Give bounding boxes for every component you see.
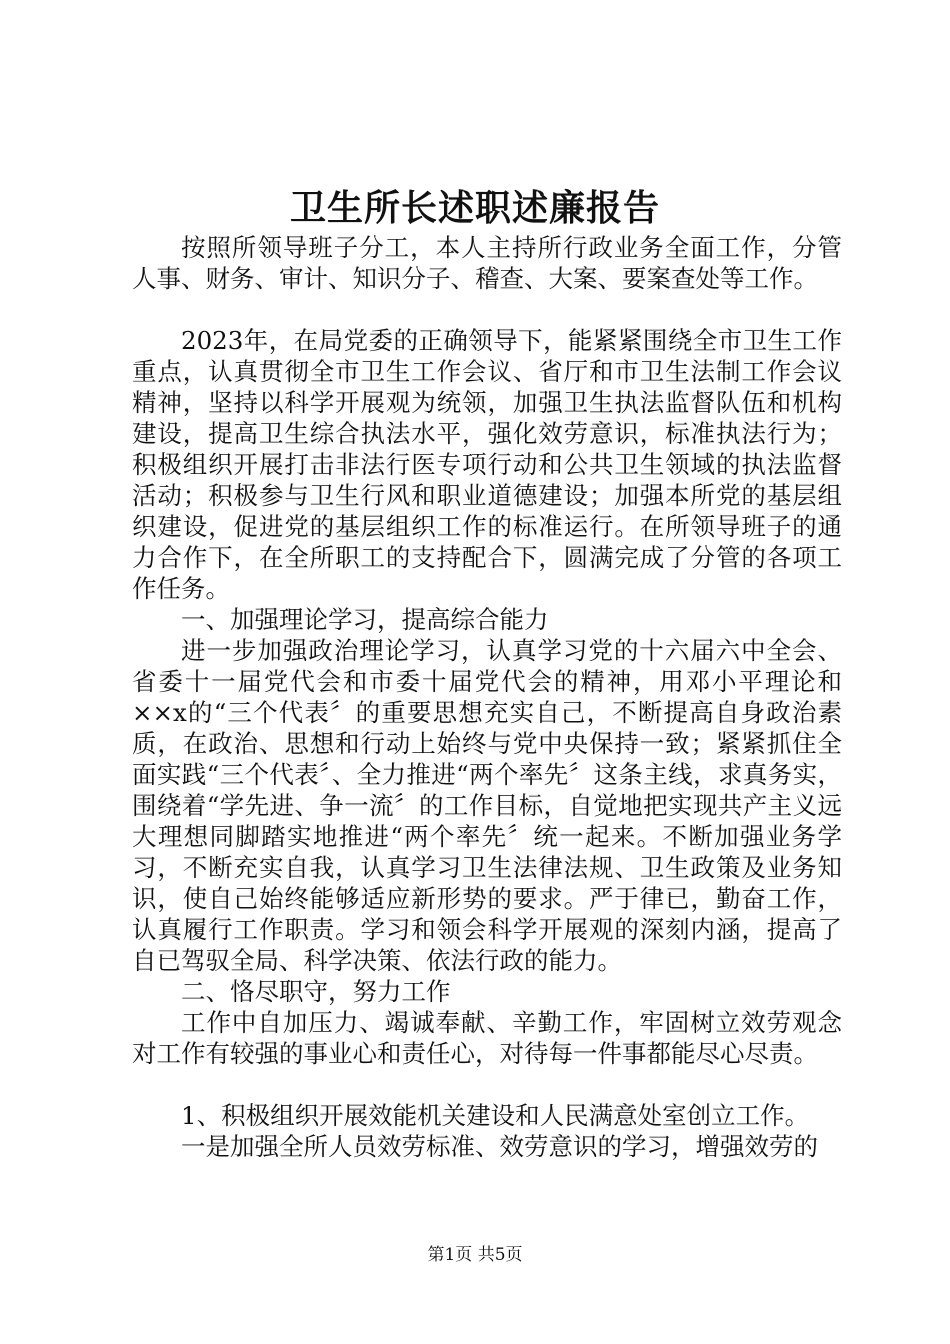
paragraph-work-attitude: 工作中自加压力、竭诚奉献、辛勤工作，牢固树立效劳观念对工作有较强的事业心和责任心，对待每一件事都能尽心尽责。 [132, 1008, 842, 1068]
document-body [132, 232, 842, 1162]
paragraph-theory-study: 进一步加强政治理论学习，认真学习党的十六届六中全会、省委十一届党代会和市委十届党代会的精神，用邓小平理论和××x的“三个代表〞的重要思想充实自己，不断提高自身政治素质，在政治、思想和行动上始终与党中央保持一致；紧紧抓住全面实践“三个代表〞、全力推进“两个率先〞这条主线，求真务实，围绕着“学先进、争一流〞的工作目标，自觉地把实现共产主义远大理想同脚踏实地推进“两个率先〞统一起来。不断加强业务学习，不断充实自我，认真学习卫生法律法规、卫生政策及业务知识，使自己始终能够适应新形势的要求。严于律已，勤奋工作，认真履行工作职责。学习和领会科学开展观的深刻内涵，提高了自已驾驭全局、科学决策、依法行政的能力。 [132, 636, 842, 975]
paragraph-gap [132, 294, 842, 325]
paragraph-service-training: 一是加强全所人员效劳标准、效劳意识的学习，增强效劳的 [181, 1132, 818, 1161]
page-footer: 第1页 共5页 [427, 1245, 523, 1265]
paragraph-duties: 按照所领导班子分工，本人主持所行政业务全面工作，分管人事、财务、审计、知识分子、稽查、大案、要案查处等工作。 [132, 233, 842, 293]
document-title: 卫生所长述职述廉报告 [289, 187, 660, 229]
section-heading-theory-study: 一、加强理论学习，提高综合能力 [181, 605, 549, 634]
section-heading-duties: 二、恪尽职守，努力工作 [181, 977, 451, 1006]
list-item-efficiency: 1、积极组织开展效能机关建设和人民满意处室创立工作。 [181, 1101, 810, 1130]
paragraph-summary-2023: 2023年，在局党委的正确领导下，能紧紧围绕全市卫生工作重点，认真贯彻全市卫生工作会议、省厅和市卫生法制工作会议精神，坚持以科学开展观为统领，加强卫生执法监督队伍和机构建设，提高卫生综合执法水平，强化效劳意识，标准执法行为；积极组织开展打击非法行医专项行动和公共卫生领域的执法监督活动；积极参与卫生行风和职业道德建设；加强本所党的基层组织建设，促进党的基层组织工作的标准运行。在所领导班子的通力合作下，在全所职工的支持配合下，圆满完成了分管的各项工作任务。 [132, 326, 842, 603]
paragraph-gap [132, 1069, 842, 1100]
